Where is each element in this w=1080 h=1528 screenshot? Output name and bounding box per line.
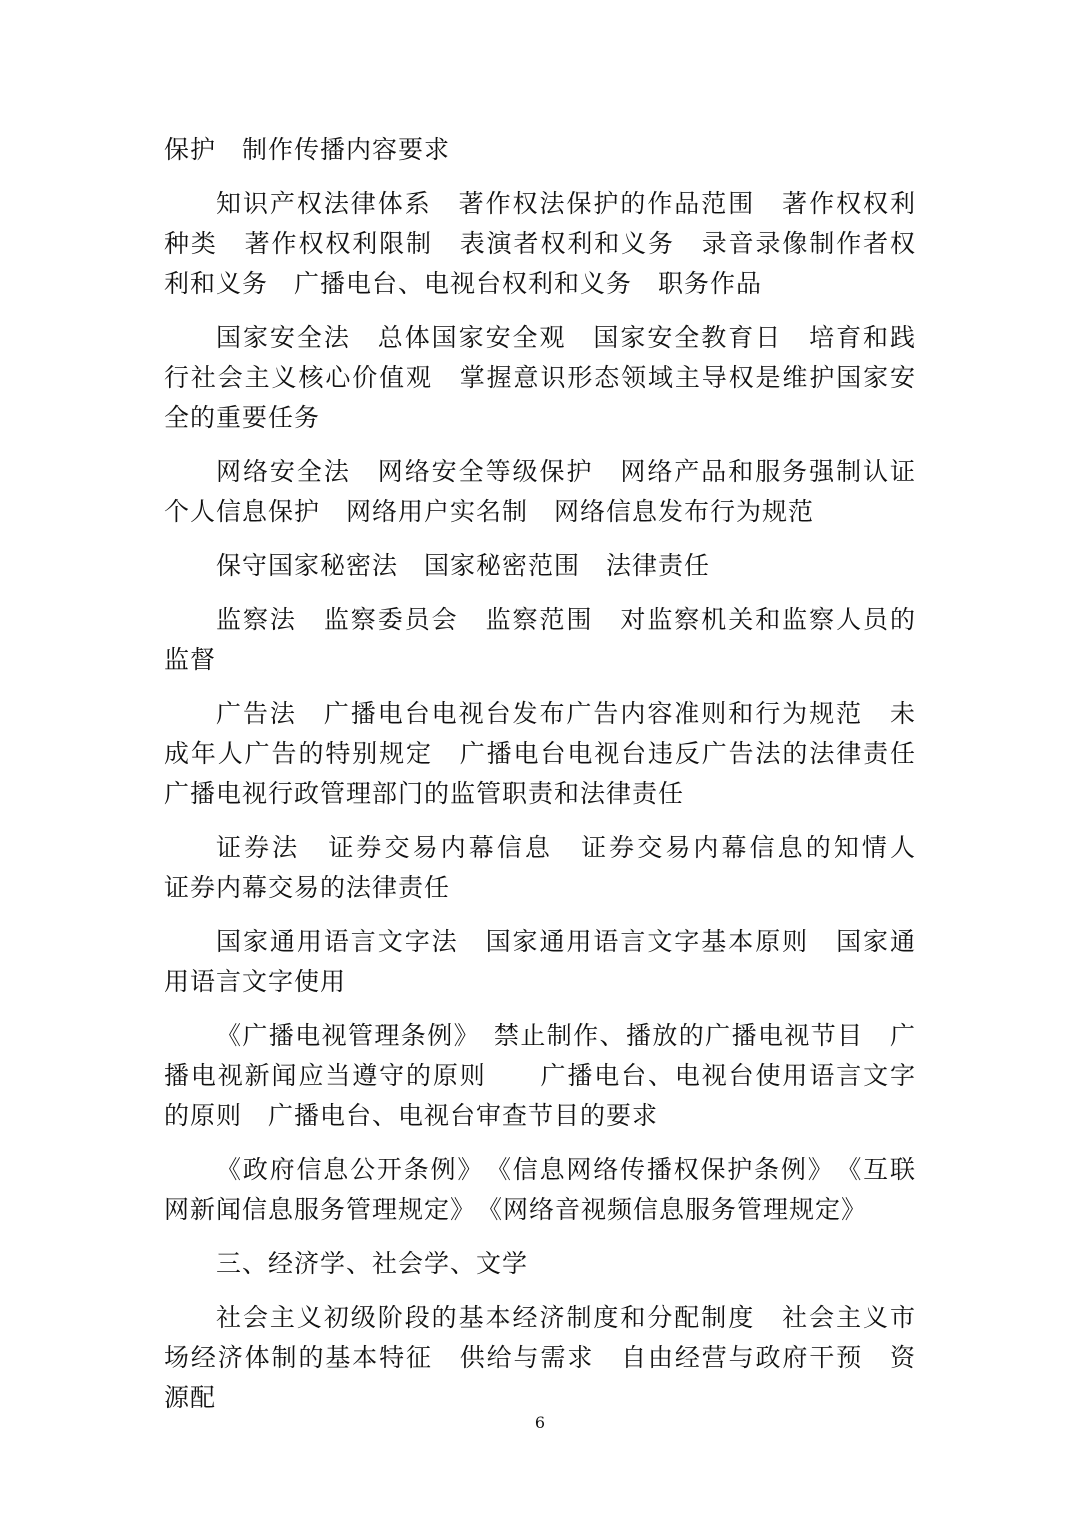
paragraph: 《广播电视管理条例》 禁止制作、播放的广播电视节目 广播电视新闻应当遵守的原则 广播电台、电视台使用语言文字的原则 广播电台、电视台审查节目的要求: [164, 1021, 916, 1130]
paragraph: 国家通用语言文字法 国家通用语言文字基本原则 国家通用语言文字使用: [164, 927, 916, 996]
paragraph: 国家安全法 总体国家安全观 国家安全教育日 培育和践行社会主义核心价值观 掌握意识形态领域主导权是维护国家安全的重要任务: [164, 323, 916, 432]
paragraph: 网络安全法 网络安全等级保护 网络产品和服务强制认证 个人信息保护 网络用户实名制 网络信息发布行为规范: [164, 457, 943, 526]
paragraph: 监察法 监察委员会 监察范围 对监察机关和监察人员的监督: [164, 605, 916, 674]
paragraph: 社会主义初级阶段的基本经济制度和分配制度 社会主义市场经济体制的基本特征 供给与需求 自由经营与政府干预 资源配: [164, 1303, 916, 1412]
paragraph: 《政府信息公开条例》 《信息网络传播权保护条例》 《互联网新闻信息服务管理规定》 《网络音视频信息服务管理规定》: [164, 1155, 916, 1224]
page-number: 6: [534, 1413, 546, 1432]
paragraph: 知识产权法律体系 著作权法保护的作品范围 著作权权利种类 著作权权利限制 表演者权利和义务 录音录像制作者权利和义务 广播电台、电视台权利和义务 职务作品: [164, 189, 916, 298]
paragraph: 广告法 广播电台电视台发布广告内容准则和行为规范 未成年人广告的特别规定 广播电台电视台违反广告法的法律责任 广播电视行政管理部门的监管职责和法律责任: [164, 699, 943, 808]
paragraph: 保护 制作传播内容要求: [164, 135, 451, 164]
paragraph: 证券法 证券交易内幕信息 证券交易内幕信息的知情人 证券内幕交易的法律责任: [164, 833, 943, 902]
document-body: [164, 130, 943, 1432]
paragraph: 保守国家秘密法 国家秘密范围 法律责任: [216, 551, 711, 580]
section-heading: 三、经济学、社会学、文学: [216, 1249, 529, 1278]
